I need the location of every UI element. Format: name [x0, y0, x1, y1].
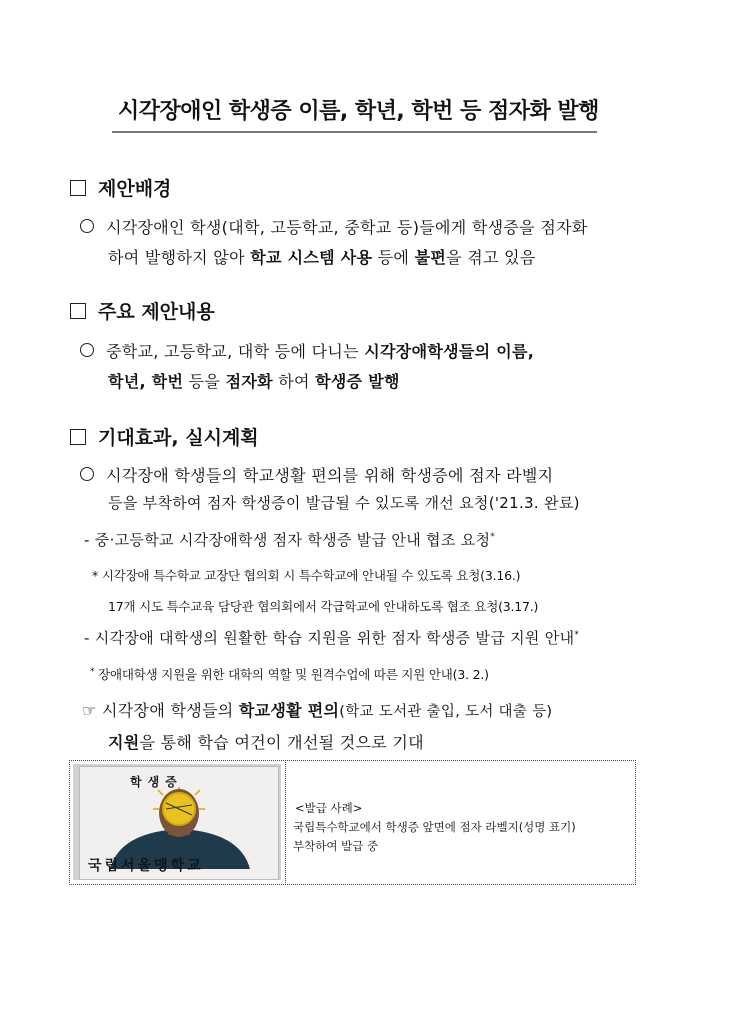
effects-dash-2 [84, 627, 579, 648]
text: 시각장애인 학생(대학, 고등학교, 중학교 등)들에게 학생증을 점자화 [106, 218, 588, 237]
page-title: 시각장애인 학생증 이름, 학년, 학번 등 점자화 발행 [118, 99, 599, 124]
checkbox-square-icon [70, 429, 86, 445]
bold-text: 학교 시스템 사용 [250, 248, 373, 267]
section-heading-text: 제안배경 [98, 178, 172, 200]
effects-line-1 [80, 463, 553, 486]
card-school-name: 국립서울맹학교 [88, 858, 204, 874]
text: 등에 [372, 248, 415, 267]
bold-text: 불편 [414, 248, 447, 267]
effects-note-1 [92, 566, 520, 584]
checkbox-square-icon [70, 180, 86, 196]
text: 장애대학생 지원을 위한 대학의 역할 및 원격수업에 따른 지원 안내(3. 2.) [98, 667, 489, 682]
effects-hope-line-2 [108, 730, 424, 753]
example-line-1: 국립특수학교에서 학생증 앞면에 점자 라벨지(성명 표기) [293, 820, 576, 834]
example-label: <발급 사례> [295, 801, 363, 815]
circle-bullet-icon [80, 467, 94, 481]
text: 시각장애 특수학교 교장단 협의회 시 특수학교에 안내될 수 있도록 요청(3.16.) [101, 568, 521, 583]
text: - 시각장애 대학생의 원활한 학습 지원을 위한 점자 학생증 발급 지원 안내 [84, 629, 575, 647]
background-line-1 [80, 215, 588, 238]
text: 등을 [183, 372, 226, 391]
bold-text: 학생증 발행 [315, 372, 400, 391]
text: 17개 시도 특수교육 담당관 협의회에서 각급학교에 안내하도록 협조 요청(3.17.) [108, 599, 539, 614]
text: 하여 [272, 372, 316, 391]
text: 중학교, 고등학교, 대학 등에 다니는 [106, 342, 365, 361]
asterisk-mark: * [92, 568, 99, 583]
asterisk-mark: * [574, 630, 580, 640]
student-id-photo [73, 764, 281, 880]
effects-note-3 [90, 665, 489, 683]
section-heading-effects [70, 423, 259, 450]
title-underline [112, 131, 597, 133]
text: 을 통해 학습 여건이 개선될 것으로 기대 [139, 733, 424, 752]
text: 시각장애 학생들의 학교생활 편의를 위해 학생증에 점자 라벨지 [106, 466, 554, 485]
background-line-2 [108, 245, 536, 268]
bold-text: 시각장애학생들의 이름, [364, 342, 535, 361]
effects-hope-line-1 [82, 698, 552, 721]
bold-text: 지원 [108, 733, 140, 752]
section-heading-proposal [70, 297, 215, 324]
text: 등을 부착하여 점자 학생증이 발급될 수 있도록 개선 요청('21.3. 완료) [108, 494, 580, 512]
effects-line-2 [108, 492, 580, 513]
student-id-card [79, 766, 279, 880]
example-divider [285, 760, 286, 883]
section-heading-text: 주요 제안내용 [98, 301, 215, 323]
text: - 중·고등학교 시각장애학생 점자 학생증 발급 안내 협조 요청 [84, 531, 491, 549]
circle-bullet-icon [80, 219, 94, 233]
section-heading-background [70, 174, 171, 201]
section-heading-text: 기대효과, 실시계획 [98, 427, 259, 449]
text: 을 겪고 있음 [446, 248, 536, 267]
proposal-line-1 [80, 339, 534, 362]
proposal-line-2 [108, 369, 400, 392]
asterisk-mark: * [90, 666, 95, 677]
effects-dash-1 [84, 529, 495, 550]
asterisk-mark: * [490, 532, 496, 542]
text: 하여 발행하지 않아 [108, 248, 251, 267]
effects-note-2 [108, 597, 538, 615]
checkbox-square-icon [70, 303, 86, 319]
bold-text: 학교생활 편의 [238, 701, 340, 720]
card-title: 학생증 [130, 775, 183, 789]
circle-bullet-icon [80, 343, 94, 357]
text: (학교 도서관 출입, 도서 대출 등) [339, 704, 553, 720]
example-line-2: 부착하여 발급 중 [293, 839, 379, 853]
text: 시각장애 학생들의 [102, 701, 239, 720]
bold-text: 점자화 [225, 372, 273, 391]
bold-text: 학년, 학번 [108, 372, 184, 391]
pointing-hand-icon: ☞ [82, 701, 97, 720]
